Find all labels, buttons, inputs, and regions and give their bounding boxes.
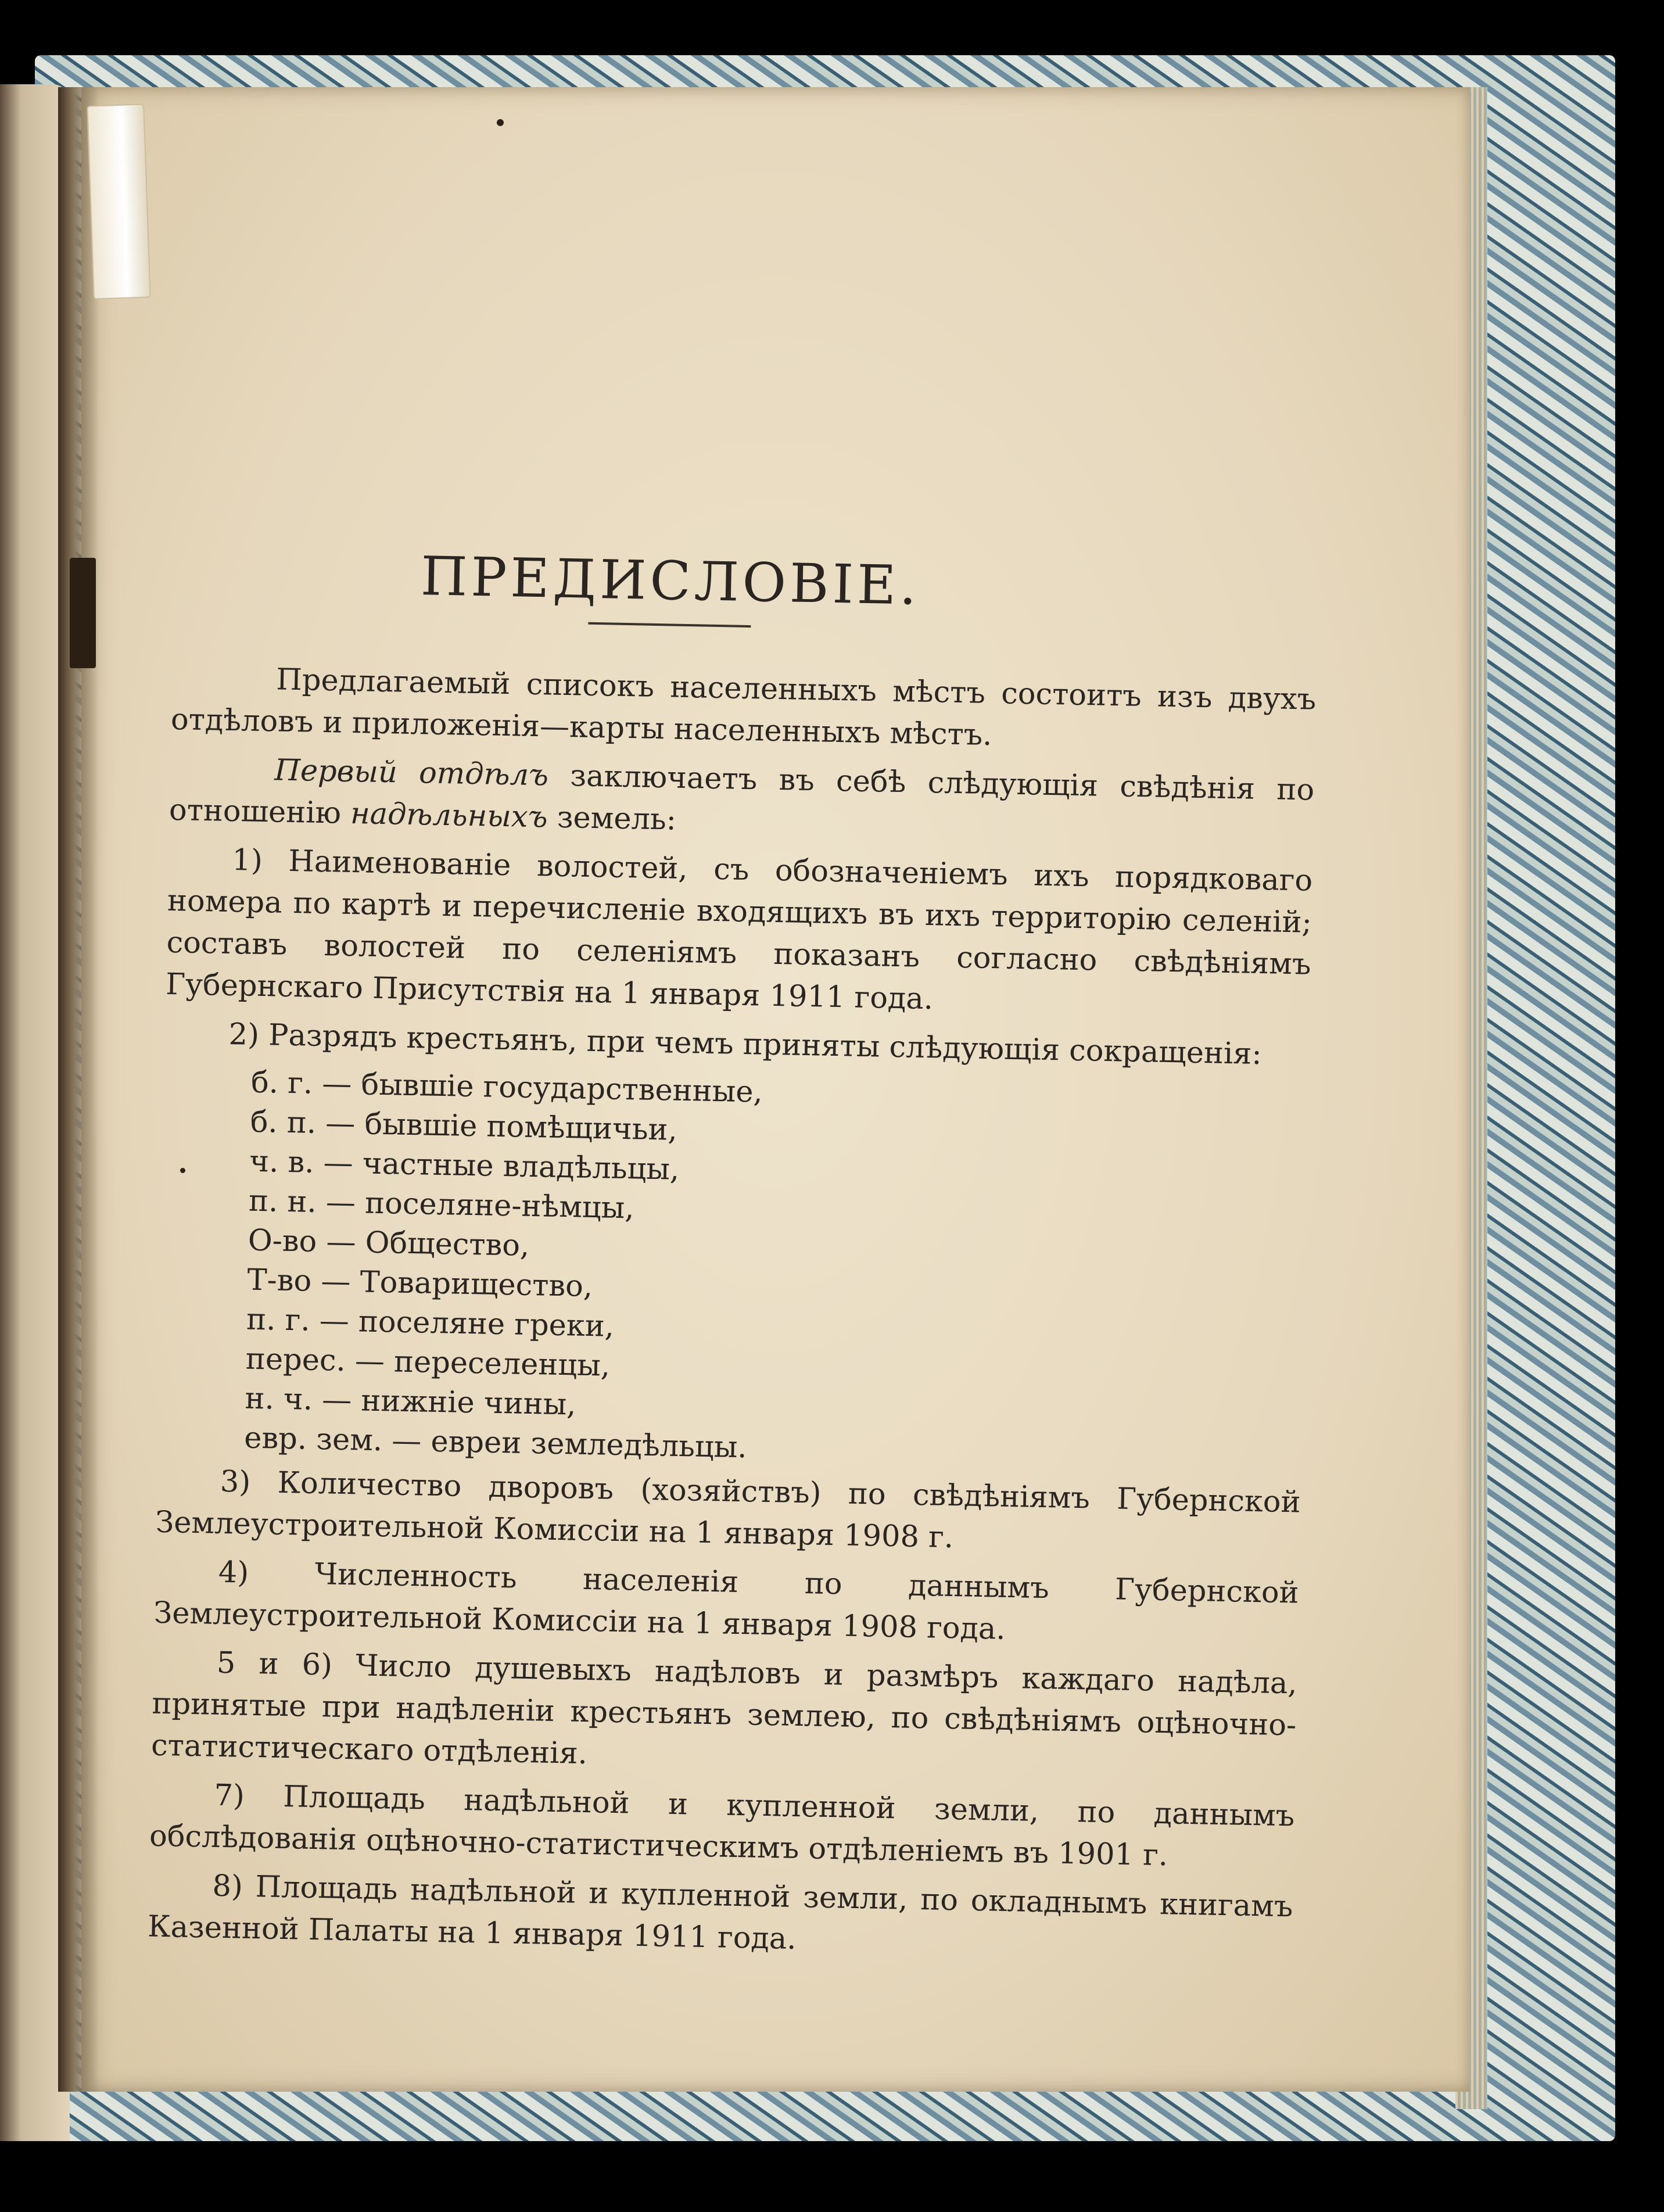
item-5-6: 5 и 6) Число душевыхъ надѣловъ и размѣръ каждаго надѣла, принятые при надѣленіи крестьянъ землею, по свѣдѣніямъ оцѣночно-статистическаго отдѣленія.	[150, 1645, 1298, 1772]
intro-paragraph: Предлагаемый списокъ населенныхъ мѣстъ состоитъ изъ двухъ отдѣловъ и приложенія—карты населенныхъ мѣстъ.	[170, 662, 1317, 753]
item-8: 8) Площадь надѣльной и купленной земли, по окладнымъ книгамъ Казенной Палаты на 1 января 1911 года.	[147, 1869, 1293, 1956]
abbreviation-item: б. п. — бывшіе помѣщичьи,	[250, 1105, 678, 1148]
item-4: 4) Численность населенія по даннымъ Губернской Землеустроительной Комиссіи на 1 января 1908 года.	[153, 1555, 1300, 1647]
abbreviation-item: евр. зем. — евреи земледѣльцы.	[243, 1421, 748, 1465]
title-rule	[588, 622, 751, 628]
section1-text-a: заключаетъ въ себѣ слѣдующія свѣдѣнія по отношенію	[168, 758, 1315, 831]
abbreviation-list	[157, 1062, 1309, 1479]
item-3: 3) Количество дворовъ (хозяйствъ) по свѣдѣніямъ Губернской Землеустроительной Комиссіи на 1 января 1908 г.	[155, 1464, 1301, 1555]
section1-emph: надѣльныхъ	[350, 796, 548, 835]
section1-text-b: земель:	[547, 800, 677, 837]
abbreviation-item: О-во — Общество,	[248, 1223, 530, 1263]
section1-label: Первый отдѣлъ	[274, 753, 549, 793]
abbreviation-item: перес. — переселенцы,	[245, 1342, 611, 1383]
abbreviation-item: ч. в. — частные владѣльцы,	[249, 1144, 680, 1187]
book-gutter	[58, 87, 99, 2092]
item-1: 1) Наименованіе волостей, съ обозначеніемъ ихъ порядковаго номера по картѣ и перечисленіе входящихъ въ ихъ территорію селеній; составъ волостей по селеніямъ показанъ согласно свѣдѣніямъ Губернскаго Присутствія на 1 января 1911 года.	[165, 843, 1313, 1017]
page-content	[147, 540, 1318, 1977]
item-2: 2) Разрядъ крестьянъ, при чемъ приняты слѣдующія сокращенія:	[228, 1017, 1263, 1072]
item-7: 7) Площадь надѣльной и купленной земли, по даннымъ обслѣдованія оцѣночно-статистическимъ отдѣленіемъ въ 1901 г.	[149, 1778, 1295, 1873]
ink-speck	[497, 119, 504, 126]
abbreviation-item: б. г. — бывшіе государственные,	[250, 1065, 763, 1110]
abbreviation-item: п. г. — поселяне греки,	[246, 1302, 615, 1344]
repair-tape	[87, 103, 151, 299]
binding-mark	[70, 558, 96, 668]
section1-paragraph	[168, 748, 1314, 854]
abbreviation-item: п. н. — поселяне-нѣмцы,	[248, 1184, 635, 1226]
abbreviation-item: Т-во — Товарищество,	[247, 1263, 593, 1304]
abbreviation-item: н. ч. — нижніе чины,	[245, 1381, 577, 1422]
page-title: ПРЕДИСЛОВІЕ.	[420, 545, 921, 617]
